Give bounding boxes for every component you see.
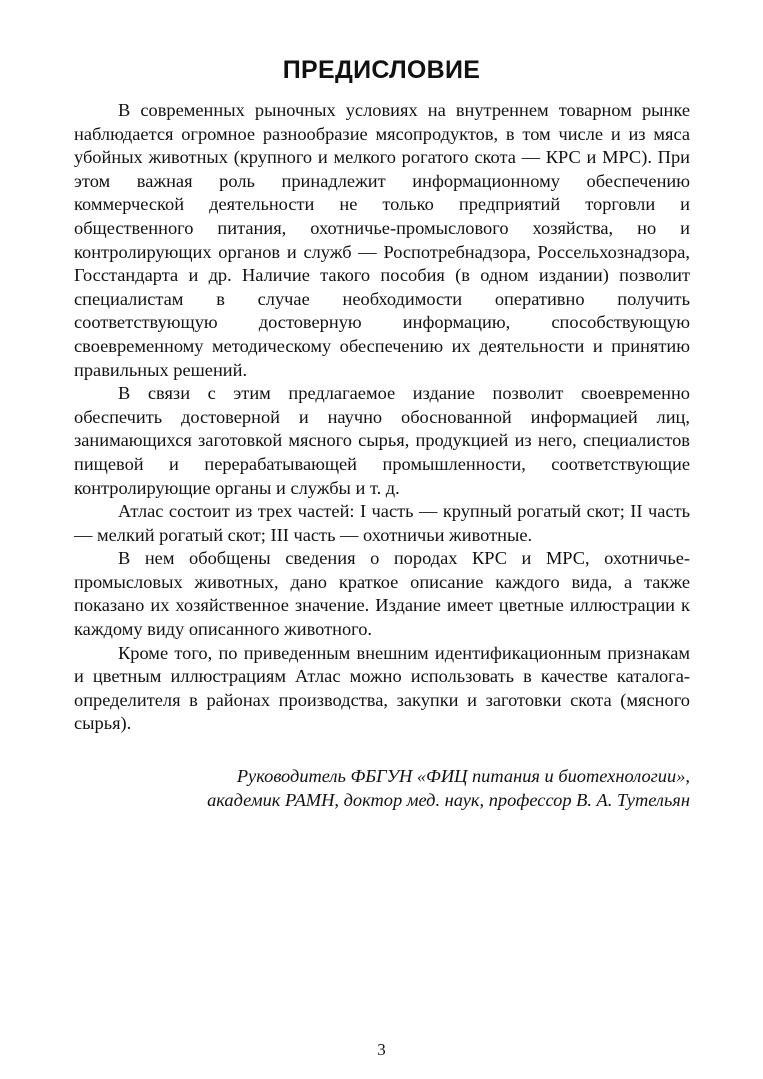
signature-line-position: Руководитель ФБГУН «ФИЦ питания и биотехнологии», xyxy=(236,766,690,786)
signature-line-name: академик РАМН, доктор мед. наук, профессор В. А. Тутельян xyxy=(207,790,690,810)
paragraph-atlas-structure: Атлас состоит из трех частей: I часть — крупный рогатый скот; II часть — мелкий рогатый скот; III часть — охотничьи животные. xyxy=(74,501,690,545)
author-signature xyxy=(207,764,690,812)
paragraph-market-conditions: В современных рыночных условиях на внутреннем товарном рынке наблюдается огромное разнообразие мясопродуктов, в том числе и из мяса убойных животных (крупного и мелкого рогатого скота — КРС и МРС). При этом важная роль принадлежит информационному обеспечению коммерческой деятельности не только предприятий торговли и общественного питания, охотничье-промыслового хозяйства, но и контролирующих органов и служб — Роспотребнадзора, Россельхознадзора, Госстандарта и др. Наличие такого пособия (в одном издании) позволит специалистам в случае необходимости оперативно получить соответствующую достоверную информацию, способствующую своевременному методическому обеспечению их деятельности и принятию правильных решений. xyxy=(74,100,690,380)
page-number: 3 xyxy=(377,1040,386,1059)
preface-body xyxy=(74,99,690,736)
paragraph-catalog-usage: Кроме того, по приведенным внешним идентификационным признакам и цветным иллюстрациям Атлас можно использовать в качестве каталога-определителя в районах производства, закупки и заготовки скота (мясного сырья). xyxy=(74,642,690,734)
page-title: ПРЕДИСЛОВИЕ xyxy=(282,56,481,84)
paragraph-publication-purpose: В связи с этим предлагаемое издание позволит своевременно обеспечить достоверной и научно обоснованной информацией лиц, занимающихся заготовкой мясного сырья, продукцией из него, специалистов пищевой и перерабатывающей промышленности, соответствующие контролирующие органы и службы и т. д. xyxy=(74,383,690,498)
paragraph-atlas-content: В нем обобщены сведения о породах КРС и МРС, охотничье-промысловых животных, дано краткое описание каждого вида, а также показано их хозяйственное значение. Издание имеет цветные иллюстрации к каждому виду описанного животного. xyxy=(74,548,690,640)
